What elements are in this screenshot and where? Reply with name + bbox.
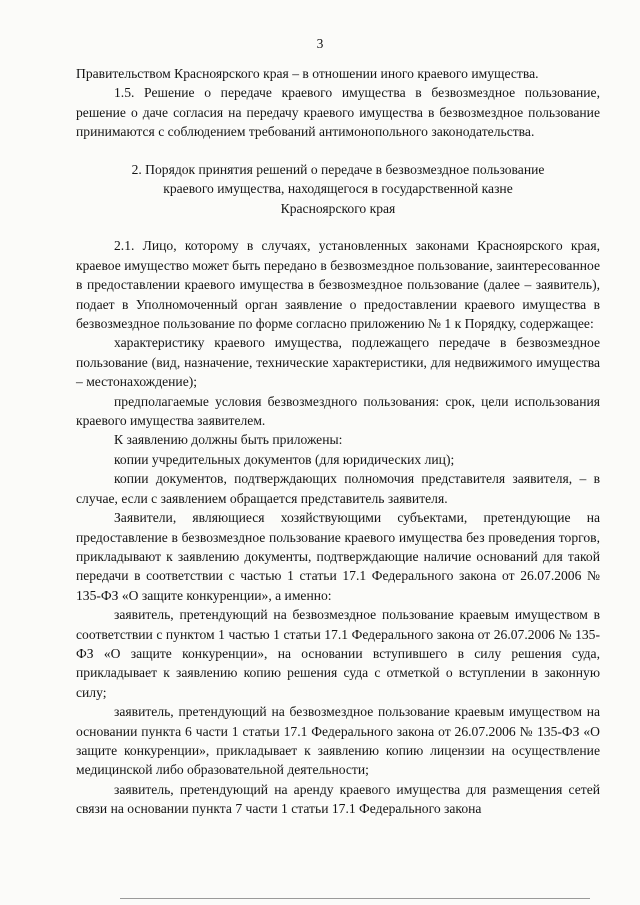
list-item: характеристику краевого имущества, подлежащего передаче в безвозмездное пользование (вид, назначение, технические характеристики, для недвижимого имущества – местонахождение); bbox=[76, 335, 600, 390]
paragraph: Правительством Красноярского края – в отношении иного краевого имущества. bbox=[76, 66, 539, 81]
paragraph: 1.5. Решение о передаче краевого имущества в безвозмездное пользование, решение о даче согласия на передачу краевого имущества в безвозмездное пользование принимаются с соблюдением требований антимонопольного законодательства. bbox=[76, 85, 600, 140]
list-item: заявитель, претендующий на безвозмездное пользование краевым имуществом в соответствии с пунктом 1 частью 1 статьи 17.1 Федерального закона от 26.07.2006 № 135-ФЗ «О защите конкуренции», на основании вступившего в силу решения суда, прикладывает к заявлению копию решения суда с отметкой о вступлении в законную силу; bbox=[76, 607, 600, 700]
section-heading-line: краевого имущества, находящегося в государственной казне bbox=[163, 181, 513, 197]
document-body bbox=[76, 64, 600, 819]
list-item: заявитель, претендующий на аренду краевого имущества для размещения сетей связи на основании пункта 7 части 1 статьи 17.1 Федерального закона bbox=[76, 781, 600, 817]
section-heading-line: Красноярского края bbox=[280, 200, 396, 216]
scan-edge-line bbox=[120, 898, 590, 899]
list-item: копии учредительных документов (для юридических лиц); bbox=[114, 451, 455, 467]
paragraph: Заявители, являющиеся хозяйствующими субъектами, претендующие на предоставление в безвозмездное пользование краевого имущества без проведения торгов, прикладывают к заявлению документы, подтверждающие наличие оснований для такой передачи в соответствии с частью 1 статьи 17.1 Федерального закона от 26.07.2006 № 135-ФЗ «О защите конкуренции», а именно: bbox=[76, 510, 600, 603]
list-item: копии документов, подтверждающих полномочия представителя заявителя, – в случае, если с заявлением обращается представитель заявителя. bbox=[76, 471, 600, 506]
section-heading bbox=[76, 160, 600, 219]
paragraph: 2.1. Лицо, которому в случаях, установленных законами Красноярского края, краевое имущество может быть передано в безвозмездное пользование, заинтересованное в предоставлении краевого имущества в безвозмездное пользование (далее – заявитель), подает в Уполномоченный орган заявление о предоставлении краевого имущества в безвозмездное пользование по форме согласно приложению № 1 к Порядку, содержащее: bbox=[76, 238, 600, 332]
page-number: 3 bbox=[316, 36, 324, 51]
list-item: предполагаемые условия безвозмездного пользования: срок, цели использования краевого имущества заявителем. bbox=[76, 393, 600, 429]
paragraph: К заявлению должны быть приложены: bbox=[114, 432, 343, 448]
list-item: заявитель, претендующий на безвозмездное пользование краевым имуществом на основании пункта 6 части 1 статьи 17.1 Федерального закона от 26.07.2006 № 135-ФЗ «О защите конкуренции», прикладывает к заявлению копию лицензии на осуществление медицинской либо образовательной деятельности; bbox=[76, 704, 600, 778]
section-heading-line: 2. Порядок принятия решений о передаче в безвозмездное пользование bbox=[131, 161, 545, 177]
